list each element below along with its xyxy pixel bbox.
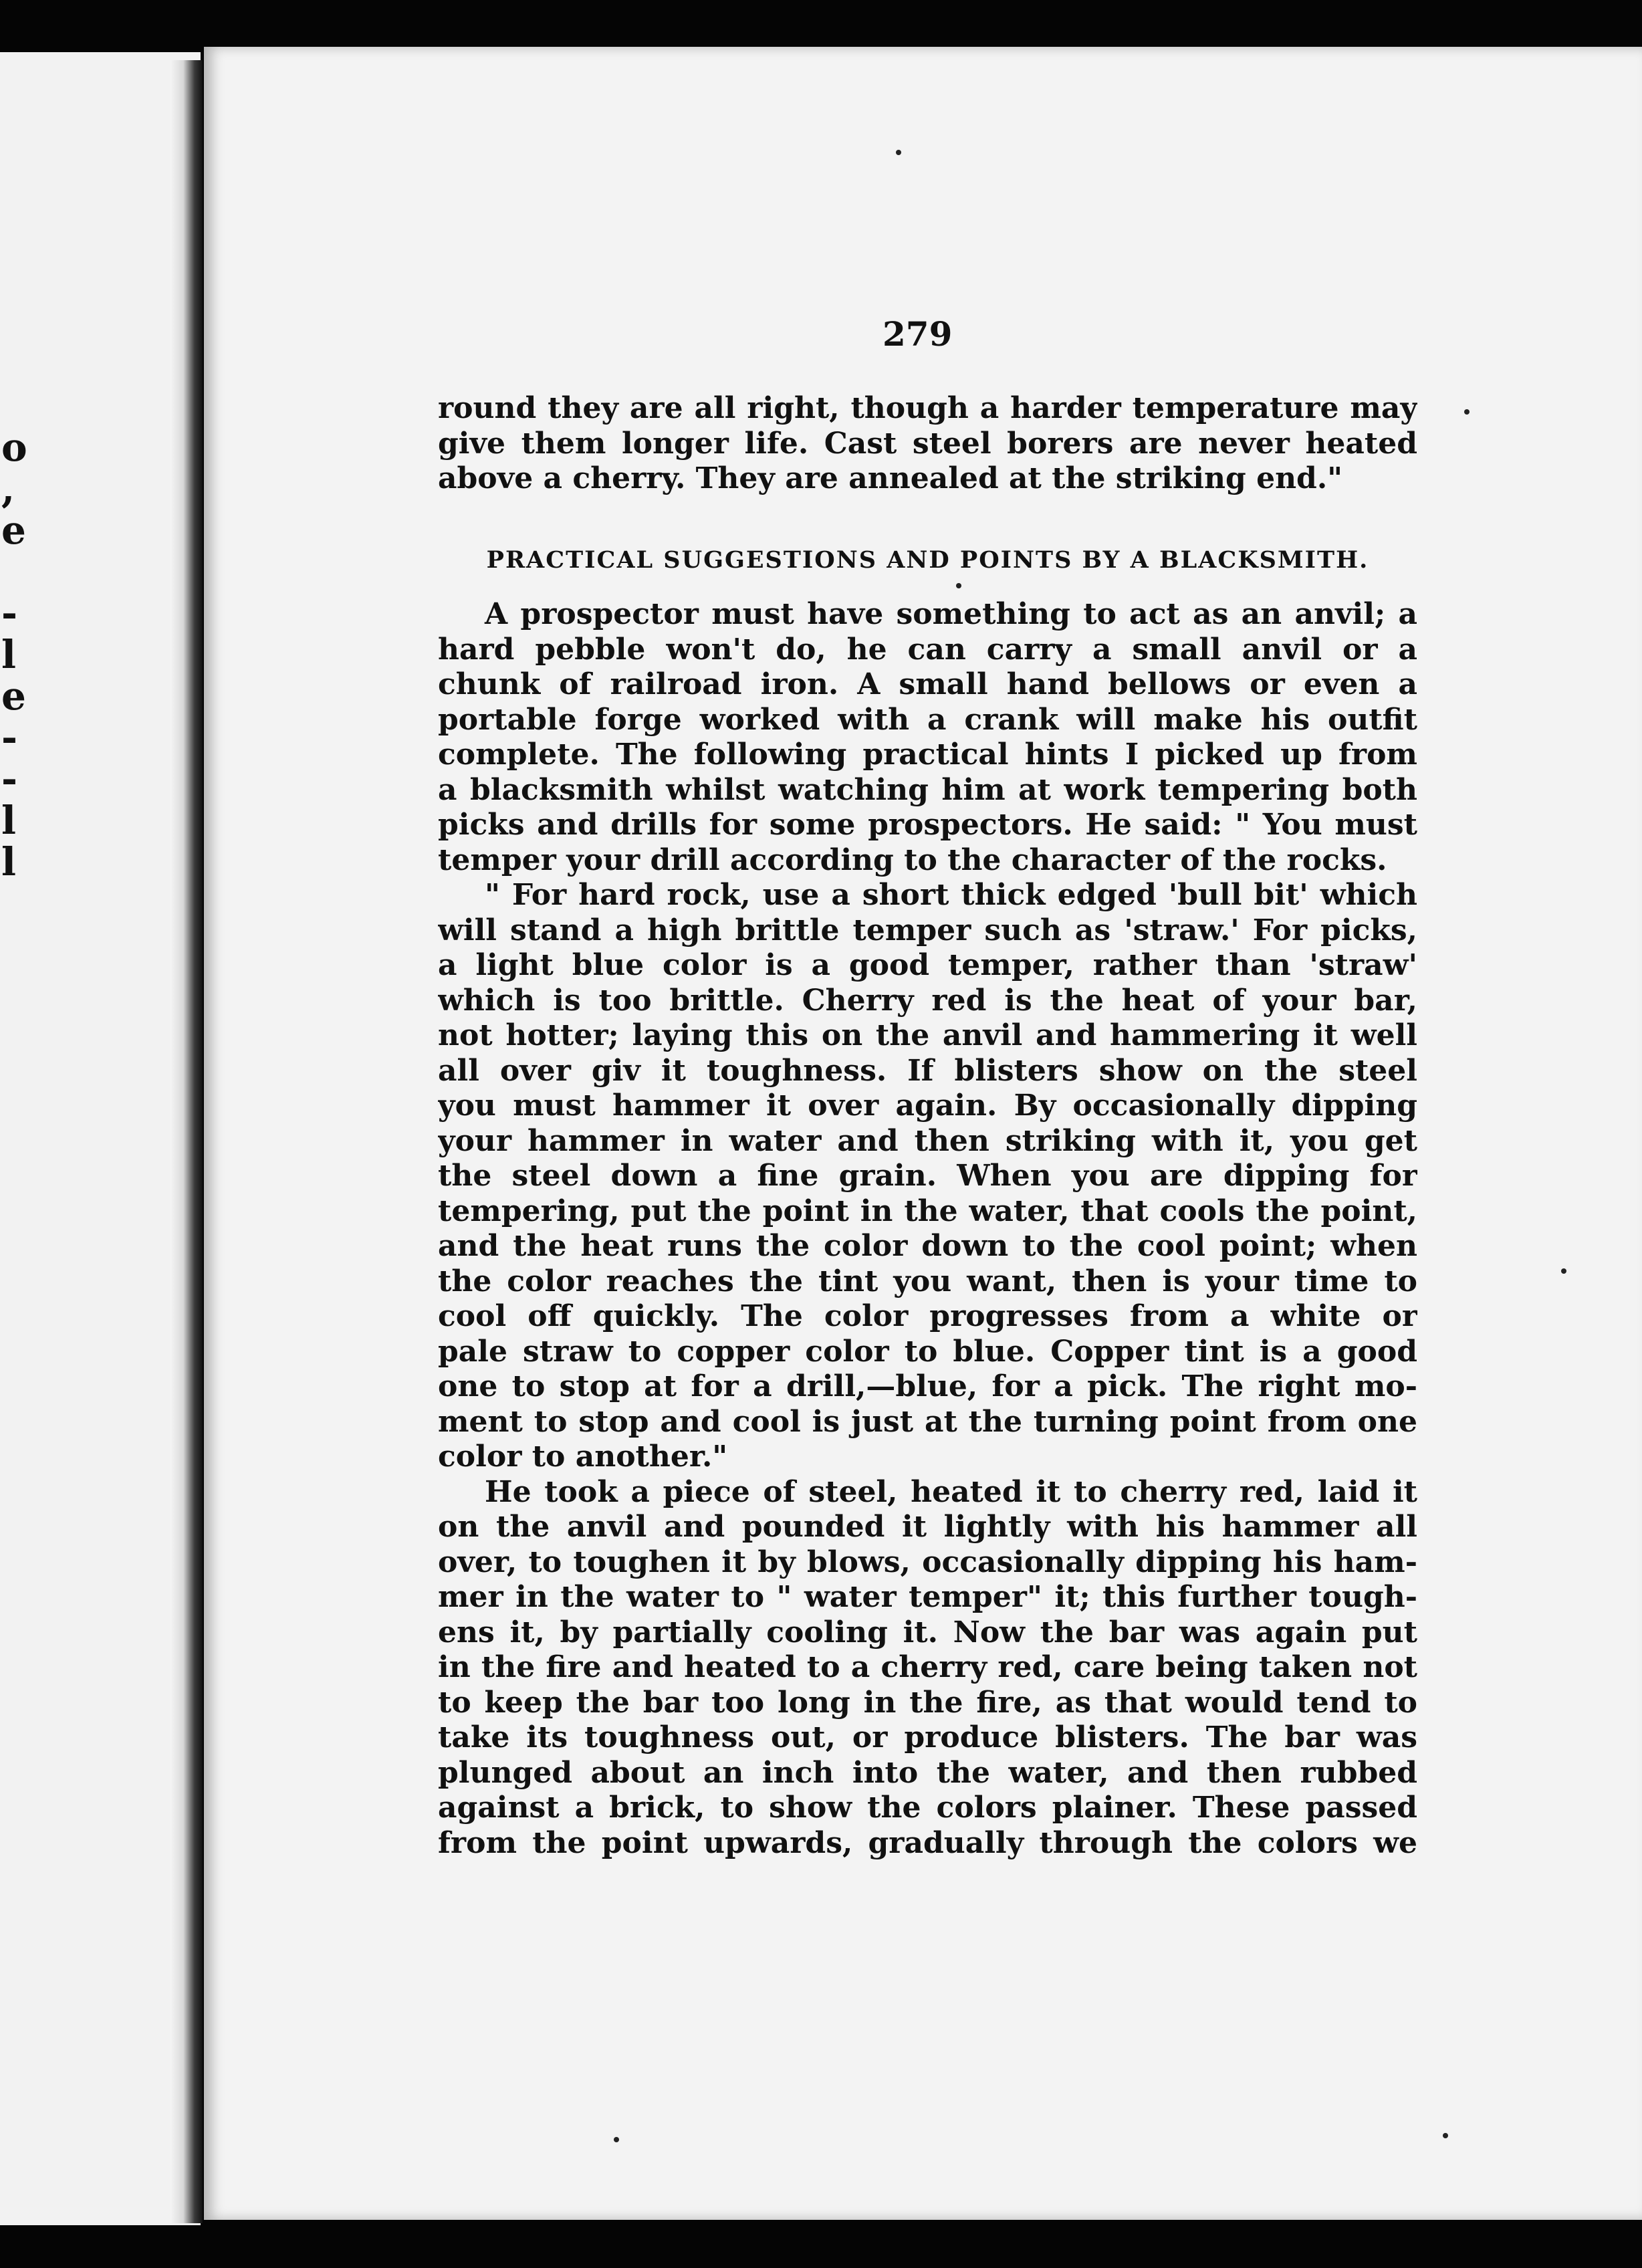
text-line: the steel down a fine grain. When you are dipping for bbox=[438, 1159, 1417, 1193]
text-line: a light blue color is a good temper, rather than 'straw' bbox=[438, 948, 1417, 982]
facing-page-text-fragments bbox=[1, 427, 28, 883]
text-line: and the heat runs the color down to the cool point; when bbox=[438, 1229, 1417, 1263]
text-line: which is too brittle. Cherry red is the heat of your bar, bbox=[438, 983, 1417, 1018]
fragment-char: e bbox=[1, 507, 26, 553]
fragment-char: - bbox=[1, 715, 18, 760]
text-line: all over giv it toughness. If blisters show on the steel bbox=[438, 1053, 1417, 1088]
text-line: picks and drills for some prospectors. He said: " You must bbox=[438, 808, 1417, 842]
fragment-char: o bbox=[1, 425, 27, 470]
text-line: take its toughness out, or produce blisters. The bar was bbox=[438, 1720, 1417, 1754]
fragment-char: - bbox=[1, 756, 18, 802]
book-gutter bbox=[170, 60, 203, 2223]
body-text bbox=[438, 597, 1417, 1861]
text-line: tempering, put the point in the water, that cools the point, bbox=[438, 1194, 1417, 1228]
fragment-char: , bbox=[1, 466, 15, 512]
text-line: temper your drill according to the character of the rocks. bbox=[438, 842, 1387, 877]
fragment-char: l bbox=[1, 798, 17, 843]
fragment-char bbox=[1, 551, 28, 592]
text-line: pale straw to copper color to blue. Copper tint is a good bbox=[438, 1334, 1417, 1369]
text-line: a blacksmith whilst watching him at work tempering both bbox=[438, 772, 1417, 807]
text-line: ens it, by partially cooling it. Now the bar was again put bbox=[438, 1615, 1417, 1650]
text-line: chunk of railroad iron. A small hand bellows or even a bbox=[438, 667, 1417, 701]
text-line: one to stop at for a drill,—blue, for a pick. The right mo- bbox=[438, 1369, 1417, 1403]
fragment-char: - bbox=[1, 590, 18, 636]
text-line: not hotter; laying this on the anvil and hammering it well bbox=[438, 1018, 1417, 1052]
text-line: will stand a high brittle temper such as 'straw.' For picks, bbox=[438, 913, 1417, 947]
fragment-char: l bbox=[1, 839, 17, 885]
text-line: round they are all right, though a harder temperature may bbox=[438, 391, 1417, 425]
text-line: you must hammer it over again. By occasionally dipping bbox=[438, 1089, 1417, 1123]
text-line: plunged about an inch into the water, and then rubbed bbox=[438, 1755, 1417, 1790]
text-line: color to another." bbox=[438, 1440, 728, 1474]
print-speck bbox=[1464, 409, 1470, 415]
text-line: the color reaches the tint you want, then is your time to bbox=[438, 1264, 1417, 1298]
print-speck bbox=[956, 583, 961, 588]
text-line: complete. The following practical hints I picked up from bbox=[438, 738, 1417, 772]
text-line: give them longer life. Cast steel borers are never heated bbox=[438, 426, 1417, 461]
intro-paragraph bbox=[438, 391, 1417, 497]
text-line: over, to toughen it by blows, occasionally dipping his ham- bbox=[438, 1545, 1417, 1579]
text-line: hard pebble won't do, he can carry a small anvil or a bbox=[438, 632, 1417, 667]
text-line: your hammer in water and then striking with it, you get bbox=[438, 1123, 1417, 1158]
text-line: portable forge worked with a crank will make his outfit bbox=[438, 702, 1417, 737]
fragment-char: e bbox=[1, 673, 26, 719]
text-line: in the fire and heated to a cherry red, care being taken not bbox=[438, 1650, 1417, 1684]
text-line: He took a piece of steel, heated it to cherry red, laid it bbox=[485, 1474, 1417, 1509]
text-line: to keep the bar too long in the fire, as that would tend to bbox=[438, 1685, 1417, 1720]
print-speck bbox=[896, 150, 901, 155]
text-line: cool off quickly. The color progresses from a white or bbox=[438, 1299, 1417, 1333]
page-number: 279 bbox=[883, 314, 953, 354]
print-speck bbox=[1443, 2133, 1448, 2138]
text-line: against a brick, to show the colors plainer. These passed bbox=[438, 1791, 1417, 1825]
text-line: ment to stop and cool is just at the turning point from one bbox=[438, 1404, 1417, 1439]
text-line: A prospector must have something to act as an anvil; a bbox=[485, 597, 1417, 631]
fragment-char: l bbox=[1, 632, 17, 677]
text-line: from the point upwards, gradually through the colors we bbox=[438, 1825, 1417, 1860]
text-line: on the anvil and pounded it lightly with his hammer all bbox=[438, 1510, 1417, 1544]
text-line: " For hard rock, use a short thick edged 'bull bit' which bbox=[485, 878, 1417, 912]
print-speck bbox=[1561, 1268, 1566, 1274]
print-speck bbox=[614, 2137, 619, 2142]
text-line: above a cherry. They are annealed at the striking end." bbox=[438, 461, 1343, 495]
text-line: mer in the water to " water temper" it; this further tough- bbox=[438, 1580, 1417, 1614]
section-heading: PRACTICAL SUGGESTIONS AND POINTS BY A BLACKSMITH. bbox=[486, 546, 1369, 574]
